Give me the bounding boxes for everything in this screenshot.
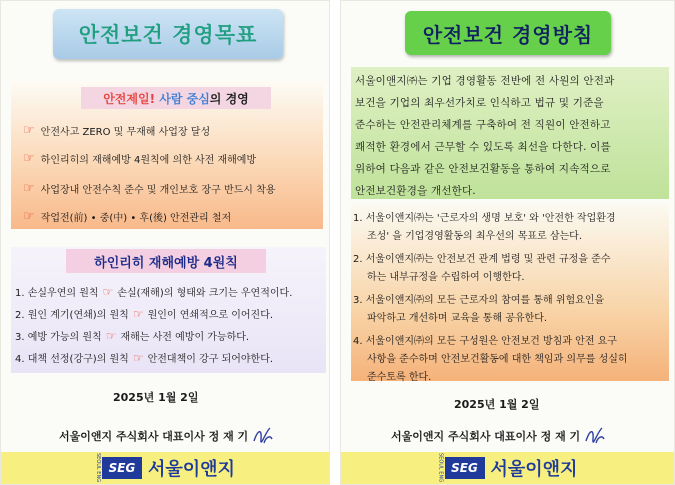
principle-item <box>15 350 273 365</box>
logo-name: 서울이앤지 <box>148 458 235 480</box>
logo-mark: SEG <box>445 457 485 479</box>
company-logo <box>95 453 235 482</box>
pointing-hand-icon: ☞ <box>132 350 144 365</box>
pointing-hand-icon: ☞ <box>105 328 117 343</box>
signer <box>391 425 606 447</box>
pointing-hand-icon: ☞ <box>23 209 35 224</box>
goals-title: 안전보건 경영목표 <box>53 9 283 59</box>
principle-item <box>15 306 273 321</box>
safety-policy-panel <box>340 0 675 485</box>
date: 2025년 1월 2일 <box>454 398 540 411</box>
pointing-hand-icon: ☞ <box>23 123 35 138</box>
policy-item-line: 파악하고 개선하며 교육을 통해 공유한다. <box>367 313 548 324</box>
pointing-hand-icon: ☞ <box>102 284 114 299</box>
goal-item <box>23 209 231 224</box>
principles-title: 하인리히 재해예방 4원칙 <box>66 249 266 273</box>
signer-text: 서울이앤지 주식회사 대표이사 정 재 기 <box>59 430 249 443</box>
policy-line: 서울이앤지㈜는 기업 경영활동 전반에 전 사원의 안전과 <box>355 75 615 87</box>
policy-item-line: 4. 서울이앤지㈜의 모든 구성원은 안전보건 방침과 안전 요구 <box>353 336 617 347</box>
policy-item-line: 1. 서울이앤지㈜는 '근로자의 생명 보호' 와 '안전한 작업환경 <box>353 213 616 224</box>
policy-item-line: 2. 서울이앤지㈜는 안전보건 관계 법령 및 관련 규정을 준수 <box>353 254 611 265</box>
goal-item <box>23 123 210 138</box>
principle-name: 3. 예방 가능의 원칙 <box>15 332 102 343</box>
principle-desc: 손실(재해)의 형태와 크기는 우연적이다. <box>117 288 293 299</box>
policy-line: 위하여 다음과 같은 안전보건활동을 통하여 지속적으로 <box>355 163 611 175</box>
date: 2025년 1월 2일 <box>113 391 199 404</box>
signature <box>584 425 606 447</box>
logo-small-text: SEOUL ENG <box>95 453 102 483</box>
policy-item-line: 3. 서울이앤지㈜의 모든 근로자의 참여를 통해 위험요인을 <box>353 295 605 306</box>
principle-name: 1. 손실우연의 원칙 <box>15 288 99 299</box>
principle-desc: 안전대책이 강구 되어야한다. <box>147 354 274 365</box>
principle-desc: 재해는 사전 예방이 가능하다. <box>120 332 250 343</box>
footer-logo-bar <box>1 452 329 484</box>
policy-line: 준수하는 안전관리체계를 구축하여 전 직원이 안전하고 <box>355 119 611 131</box>
policy-item-line: 조성' 을 기업경영활동의 최우선의 목표로 삼는다. <box>367 231 583 242</box>
goal-text: 작업전(前) • 중(中) • 후(後) 안전관리 철저 <box>40 213 232 224</box>
logo-mark: SEG <box>102 457 142 479</box>
goal-text: 안전사고 ZERO 및 무재해 사업장 달성 <box>40 127 211 138</box>
signer-text: 서울이앤지 주식회사 대표이사 정 재 기 <box>391 430 581 443</box>
goal-item <box>23 181 275 196</box>
policy-item-line: 준수토록 한다. <box>367 372 432 383</box>
footer-logo-bar <box>341 452 674 484</box>
policy-line: 보건을 기업의 최우선가치로 인식하고 법규 및 기준을 <box>355 97 604 109</box>
policy-title: 안전보건 경영방침 <box>405 11 611 55</box>
principle-name: 4. 대책 선정(강구)의 원칙 <box>15 354 129 365</box>
goal-item <box>23 151 256 166</box>
policy-item-line: 사항을 준수하며 안전보건활동에 대한 책임과 의무를 성실히 <box>367 354 628 365</box>
pointing-hand-icon: ☞ <box>132 306 144 321</box>
policy-line: 안전보건환경을 개선한다. <box>355 185 476 197</box>
policy-item-line: 하는 내부규정을 수립하여 이행한다. <box>367 272 525 283</box>
signer <box>59 425 274 447</box>
company-logo <box>438 453 578 482</box>
logo-name: 서울이앤지 <box>490 458 578 480</box>
principle-item <box>15 284 292 299</box>
pointing-hand-icon: ☞ <box>23 151 35 166</box>
principle-desc: 원인이 연쇄적으로 이어진다. <box>147 310 274 321</box>
goal-text: 하인리히의 재해예방 4원칙에 의한 사전 재해예방 <box>40 155 257 166</box>
slogan-part2: 사람 중심 <box>159 91 210 106</box>
slogan-part1: 안전제일! <box>103 91 156 106</box>
signature <box>252 425 274 447</box>
pointing-hand-icon: ☞ <box>23 181 35 196</box>
policy-line: 쾌적한 환경에서 근무할 수 있도록 최선을 다한다. 이를 <box>355 141 611 153</box>
slogan <box>81 87 271 109</box>
safety-goals-panel <box>0 0 330 485</box>
slogan-part3: 의 경영 <box>209 91 249 106</box>
principle-name: 2. 원인 계기(연쇄)의 원칙 <box>15 310 129 321</box>
principle-item <box>15 328 249 343</box>
goal-text: 사업장내 안전수칙 준수 및 개인보호 장구 반드시 착용 <box>40 185 276 196</box>
logo-small-text: SEOUL ENG <box>437 453 444 483</box>
